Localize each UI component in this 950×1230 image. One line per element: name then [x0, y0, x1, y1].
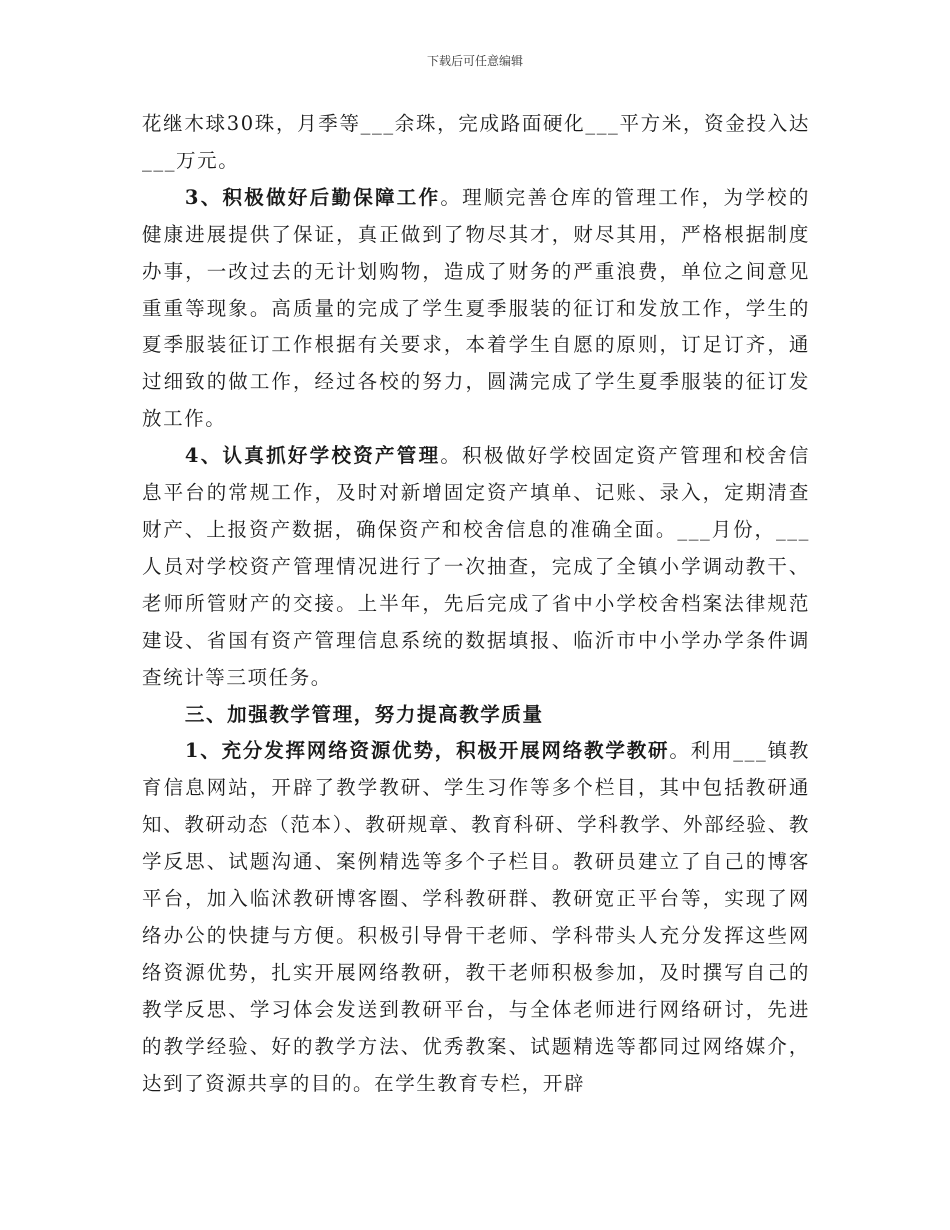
paragraph-asset-management — [142, 438, 810, 696]
page-header: 下载后可任意编辑 — [426, 54, 523, 68]
section-heading-text: 三、加强教学管理，努力提高教学质量 — [184, 702, 544, 726]
paragraph-network-teaching — [142, 733, 810, 1102]
paragraph-text: 。理顺完善仓库的管理工作，为学校的健康进展提供了保证，真正做到了物尽其才，财尽其用，严格根据制度办事，一改过去的无计划购物，造成了财务的严重浪费，单位之间意见重重等现象。高质量的完成了学生夏季服装的征订和发放工作，学生的夏季服装征订工作根据有关要求，本着学生自愿的原则，订足订齐，通过细致的做工作，经过各校的努力，圆满完成了学生夏季服装的征订发放工作。 — [142, 185, 810, 431]
paragraph-heading: 1、充分发挥网络资源优势，积极开展网络教学教研 — [184, 739, 670, 763]
paragraph-text: 。积极做好学校固定资产管理和校舍信息平台的常规工作，及时对新增固定资产填单、记账、录入，定期清查财产、上报资产数据，确保资产和校舍信息的准确全面。___月份，___人员对学校资产管理情况进行了一次抽查，完成了全镇小学调动教干、老师所管财产的交接。上半年，先后完成了省中小学校舍档案法律规范建设、省国有资产管理信息系统的数据填报、临沂市中小学办学条件调查统计等三项任务。 — [142, 444, 810, 689]
paragraph-greening — [142, 106, 810, 180]
paragraph-text: 。利用___镇教育信息网站，开辟了教学教研、学生习作等多个栏目，其中包括教研通知、教研动态（范本）、教研规章、教育科研、学科教学、外部经验、教学反思、试题沟通、案例精选等多个子栏目。教研员建立了自己的博客平台，加入临沭教研博客圈、学科教研群、教研宽正平台等，实现了网络办公的快捷与方便。积极引导骨干老师、学科带头人充分发挥这些网络资源优势，扎实开展网络教研，教干老师积极参加，及时撰写自己的教学反思、学习体会发送到教研平台，与全体老师进行网络研讨，先进的教学经验、好的教学方法、优秀教案、试题精选等都同过网络媒介，达到了资源共享的目的。在学生教育专栏，开辟 — [142, 739, 810, 1095]
section-heading — [142, 697, 810, 734]
document-body — [142, 106, 810, 1102]
paragraph-text: 花继木球30珠，月季等___余珠，完成路面硬化___平方米，资金投入达___万元。 — [142, 112, 810, 172]
paragraph-heading: 3、积极做好后勤保障工作 — [184, 185, 441, 209]
paragraph-heading: 4、认真抓好学校资产管理 — [184, 444, 441, 468]
paragraph-logistics — [142, 180, 810, 438]
